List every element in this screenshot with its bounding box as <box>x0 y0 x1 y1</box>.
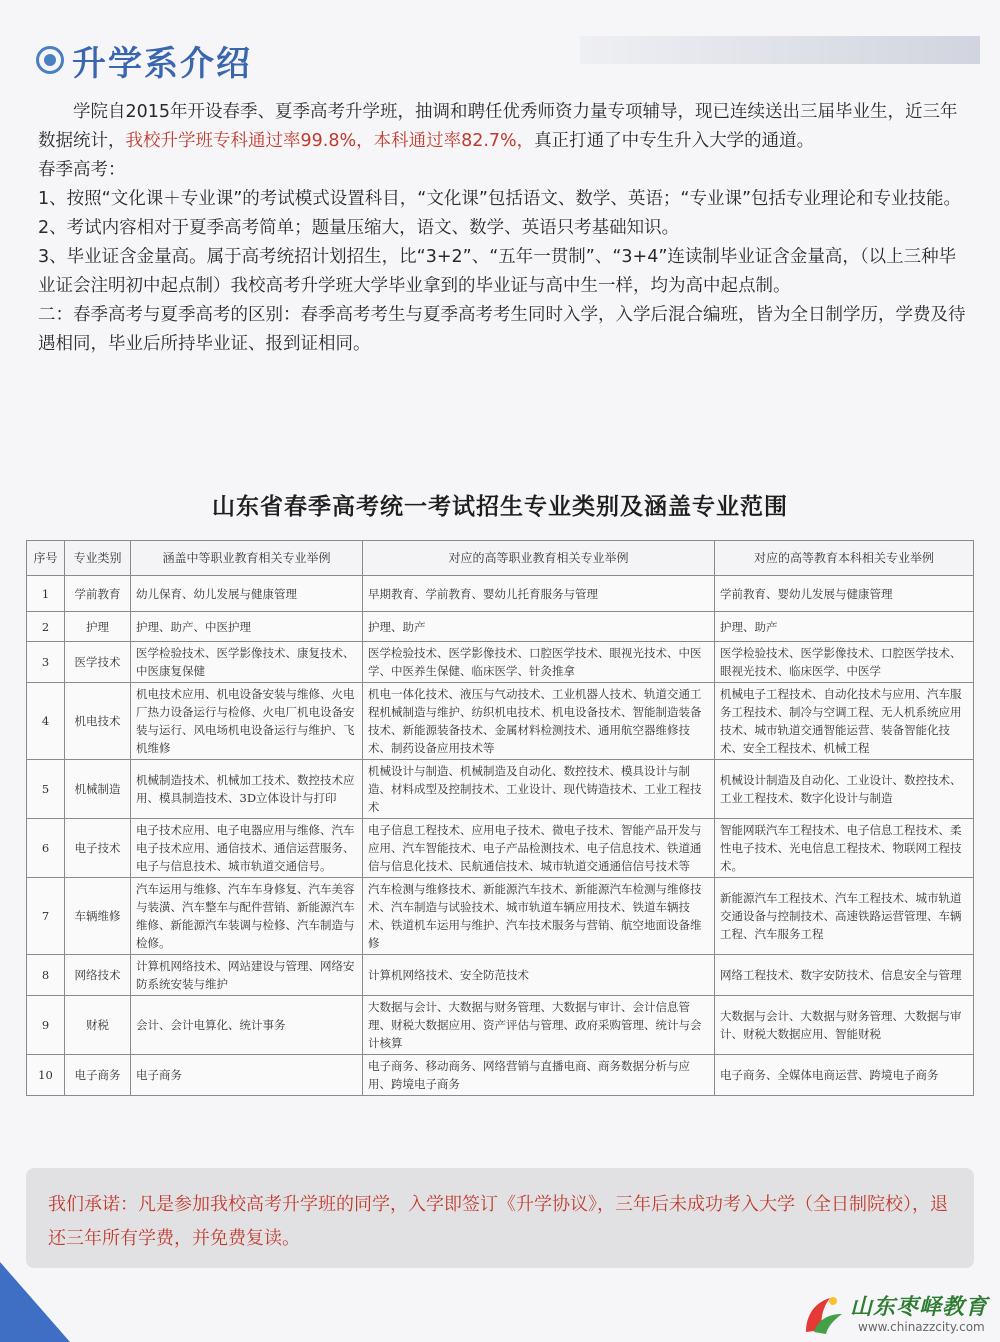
row-undergraduate: 网络工程技术、数字安防技术、信息安全与管理 <box>715 955 974 996</box>
col-header-category: 专业类别 <box>65 541 131 576</box>
row-secondary: 幼儿保育、幼儿发展与健康管理 <box>131 576 363 612</box>
row-index: 9 <box>27 996 65 1055</box>
pass-rate-highlight: 我校升学班专科通过率99.8%，本科通过率82.7%， <box>125 131 535 151</box>
table-row <box>27 955 974 996</box>
row-index: 7 <box>27 878 65 955</box>
table-title: 山东省春季高考统一考试招生专业类别及涵盖专业范围 <box>212 493 788 520</box>
row-undergraduate: 新能源汽车工程技术、汽车工程技术、城市轨道交通设备与控制技术、高速铁路运营管理、车辆工程、汽车服务工程 <box>715 878 974 955</box>
row-vocational: 机电一体化技术、液压与气动技术、工业机器人技术、轨道交通工程机械制造与维护、纺织机电技术、机电设备技术、智能制造装备技术、新能源装备技术、金属材料检测技术、通用航空器维修技术、制药设备应用技术等 <box>363 683 715 760</box>
table-row <box>27 1055 974 1096</box>
bullet-circle-icon <box>36 46 64 74</box>
row-undergraduate: 医学检验技术、医学影像技术、口腔医学技术、眼视光技术、临床医学、中医学 <box>715 642 974 683</box>
table-row <box>27 612 974 642</box>
school-logo <box>800 1290 990 1340</box>
row-secondary: 医学检验技术、医学影像技术、康复技术、中医康复保健 <box>131 642 363 683</box>
corner-decoration <box>0 1262 70 1342</box>
row-category: 机电技术 <box>65 683 131 760</box>
col-header-secondary: 涵盖中等职业教育相关专业举例 <box>131 541 363 576</box>
row-category: 电子商务 <box>65 1055 131 1096</box>
row-index: 8 <box>27 955 65 996</box>
col-header-index: 序号 <box>27 541 65 576</box>
row-undergraduate: 电子商务、全媒体电商运营、跨境电子商务 <box>715 1055 974 1096</box>
row-vocational: 电子信息工程技术、应用电子技术、微电子技术、智能产品开发与应用、汽车智能技术、电子产品检测技术、电子信息技术、铁道通信与信息化技术、民航通信技术、城市轨道交通通信信号技术等 <box>363 819 715 878</box>
intro-text <box>38 98 966 359</box>
section-header <box>36 32 252 88</box>
row-category: 机械制造 <box>65 760 131 819</box>
table-row <box>27 760 974 819</box>
row-undergraduate: 学前教育、婴幼儿发展与健康管理 <box>715 576 974 612</box>
spring-item-3: 3、毕业证含金量高。属于高考统招计划招生，比“3+2”、“五年一贯制”、“3+4”连读制毕业证含金量高，（以上三种毕业证会注明初中起点制）我校高考升学班大学毕业拿到的毕业证与高中生一样，均为高中起点制。 <box>38 247 957 296</box>
row-undergraduate: 大数据与会计、大数据与财务管理、大数据与审计、财税大数据应用、智能财税 <box>715 996 974 1055</box>
row-vocational: 计算机网络技术、安全防范技术 <box>363 955 715 996</box>
table-row <box>27 576 974 612</box>
table-row <box>27 642 974 683</box>
spring-heading: 春季高考： <box>38 160 126 180</box>
row-secondary: 汽车运用与维修、汽车车身修复、汽车美容与装潢、汽车整车与配件营销、新能源汽车维修、新能源汽车装调与检修、汽车制造与检修。 <box>131 878 363 955</box>
row-index: 3 <box>27 642 65 683</box>
row-vocational: 早期教育、学前教育、婴幼儿托育服务与管理 <box>363 576 715 612</box>
row-index: 5 <box>27 760 65 819</box>
row-vocational: 汽车检测与维修技术、新能源汽车技术、新能源汽车检测与维修技术、汽车制造与试验技术、城市轨道车辆应用技术、铁道车辆技术、铁道机车运用与维护、汽车技术服务与营销、航空地面设备维修 <box>363 878 715 955</box>
col-header-undergraduate: 对应的高等教育本科相关专业举例 <box>715 541 974 576</box>
table-row <box>27 996 974 1055</box>
intro-text-a: 学院自2015年开设春季、夏季高考升学班，抽调和聘任优秀师资力量专项辅导，现已连续送出三届毕业生，近三年数据统计， <box>38 102 958 151</box>
row-index: 4 <box>27 683 65 760</box>
table-row <box>27 878 974 955</box>
row-vocational: 机械设计与制造、机械制造及自动化、数控技术、模具设计与制造、材料成型及控制技术、工业设计、现代铸造技术、工业工程技术 <box>363 760 715 819</box>
row-category: 财税 <box>65 996 131 1055</box>
leaf-logo-icon <box>800 1292 846 1336</box>
row-undergraduate: 护理、助产 <box>715 612 974 642</box>
spring-item-1: 1、按照“文化课＋专业课”的考试模式设置科目，“文化课”包括语文、数学、英语；“专业课”包括专业理论和专业技能。 <box>38 189 962 209</box>
row-index: 10 <box>27 1055 65 1096</box>
row-secondary: 计算机网络技术、网站建设与管理、网络安防系统安装与维护 <box>131 955 363 996</box>
spring-item-2: 2、考试内容相对于夏季高考简单；题量压缩大，语文、数学、英语只考基础知识。 <box>38 218 680 238</box>
row-secondary: 机械制造技术、机械加工技术、数控技术应用、模具制造技术、3D立体设计与打印 <box>131 760 363 819</box>
table-row <box>27 683 974 760</box>
row-vocational: 电子商务、移动商务、网络营销与直播电商、商务数据分析与应用、跨境电子商务 <box>363 1055 715 1096</box>
row-category: 护理 <box>65 612 131 642</box>
row-undergraduate: 机械电子工程技术、自动化技术与应用、汽车服务工程技术、制冷与空调工程、无人机系统应用技术、城市轨道交通智能运营、装备智能化技术、安全工程技术、机械工程 <box>715 683 974 760</box>
difference-paragraph: 二：春季高考与夏季高考的区别：春季高考考生与夏季高考考生同时入学，入学后混合编班，皆为全日制学历，学费及待遇相同，毕业后所持毕业证、报到证相同。 <box>38 305 966 354</box>
row-category: 电子技术 <box>65 819 131 878</box>
table-row <box>27 819 974 878</box>
row-index: 2 <box>27 612 65 642</box>
row-secondary: 电子技术应用、电子电器应用与维修、汽车电子技术应用、通信技术、通信运营服务、电子与信息技术、城市轨道交通信号。 <box>131 819 363 878</box>
promise-box: 我们承诺：凡是参加我校高考升学班的同学，入学即签订《升学协议》，三年后未成功考入大学（全日制院校），退还三年所有学费，并免费复读。 <box>26 1168 974 1268</box>
intro-text-b: 真正打通了中专生升入大学的通道。 <box>534 131 815 151</box>
col-header-vocational: 对应的高等职业教育相关专业举例 <box>363 541 715 576</box>
row-secondary: 会计、会计电算化、统计事务 <box>131 996 363 1055</box>
row-category: 学前教育 <box>65 576 131 612</box>
row-category: 车辆维修 <box>65 878 131 955</box>
table-header-row <box>27 541 974 576</box>
header-decoration-bar <box>580 36 980 64</box>
intro-paragraph <box>38 98 966 156</box>
row-category: 网络技术 <box>65 955 131 996</box>
row-vocational: 护理、助产 <box>363 612 715 642</box>
row-secondary: 机电技术应用、机电设备安装与维修、火电厂热力设备运行与检修、火电厂机电设备安装与运行、风电场机电设备运行与维护、飞机维修 <box>131 683 363 760</box>
section-title: 升学系介绍 <box>72 43 252 84</box>
row-index: 1 <box>27 576 65 612</box>
row-index: 6 <box>27 819 65 878</box>
row-vocational: 大数据与会计、大数据与财务管理、大数据与审计、会计信息管理、财税大数据应用、资产评估与管理、政府采购管理、统计与会计核算 <box>363 996 715 1055</box>
row-vocational: 医学检验技术、医学影像技术、口腔医学技术、眼视光技术、中医学、中医养生保健、临床医学、针灸推拿 <box>363 642 715 683</box>
logo-url: www.chinazzcity.com <box>858 1320 985 1334</box>
logo-name: 山东枣峄教育 <box>850 1295 989 1320</box>
row-secondary: 电子商务 <box>131 1055 363 1096</box>
row-undergraduate: 智能网联汽车工程技术、电子信息工程技术、柔性电子技术、光电信息工程技术、物联网工程技术。 <box>715 819 974 878</box>
majors-table <box>26 540 974 1096</box>
row-category: 医学技术 <box>65 642 131 683</box>
row-undergraduate: 机械设计制造及自动化、工业设计、数控技术、工业工程技术、数字化设计与制造 <box>715 760 974 819</box>
row-secondary: 护理、助产、中医护理 <box>131 612 363 642</box>
